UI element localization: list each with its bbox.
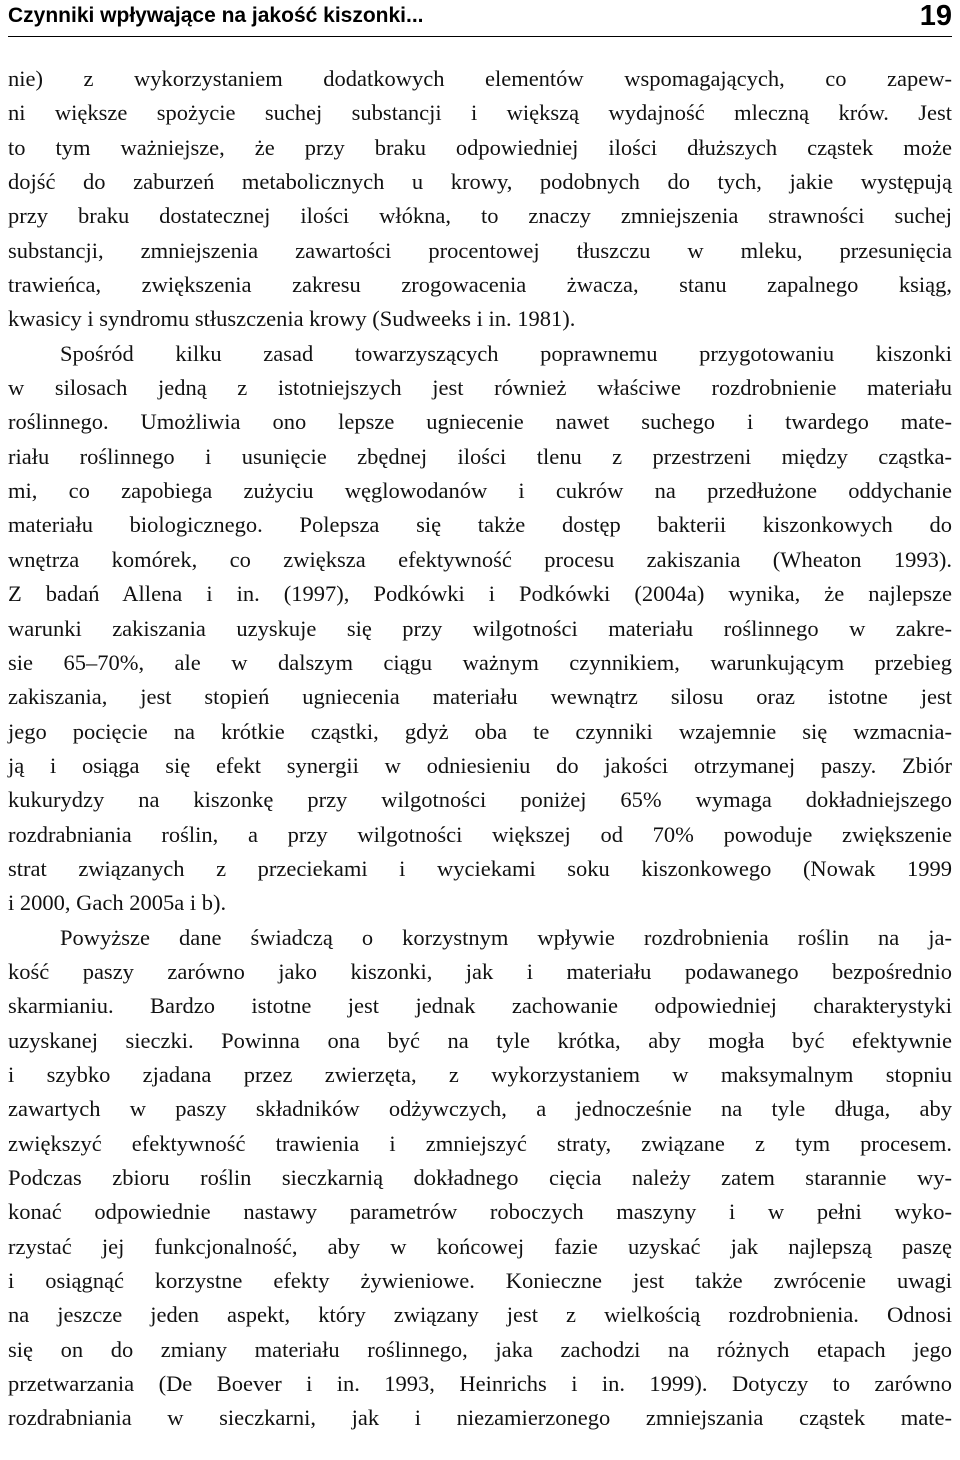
text-line: strat związanych z przeciekami i wyciekami soku kiszonkowego (Nowak 1999	[8, 855, 952, 881]
text-line: zwiększyć efektywność trawienia i zmniejszyć straty, związane z tym procesem.	[8, 1130, 952, 1156]
text-line: konać odpowiednie nastawy parametrów roboczych maszyny i w pełni wyko-	[8, 1199, 952, 1225]
text-line: ni większe spożycie suchej substancji i większą wydajność mleczną krów. Jest	[8, 100, 952, 126]
text-line: substancji, zmniejszenia zawartości procentowej tłuszczu w mleku, przesunięcia	[8, 237, 952, 263]
text-line: na jeszcze jeden aspekt, który związany jest z wielkością rozdrobnienia. Odnosi	[8, 1302, 952, 1328]
text-line: sie 65–70%, ale w dalszym ciągu ważnym czynnikiem, warunkującym przebieg	[8, 649, 952, 675]
running-header	[8, 2, 952, 37]
running-title: Czynniki wpływające na jakość kiszonki...	[8, 4, 424, 27]
text-line: mi, co zapobiega zużyciu węglowodanów i cukrów na przedłużone oddychanie	[8, 478, 952, 504]
text-line: warunki zakiszania uzyskuje się przy wilgotności materiału roślinnego w zakre-	[8, 615, 952, 641]
text-line: nie) z wykorzystaniem dodatkowych elementów wspomagających, co zapew-	[8, 66, 952, 91]
text-line: ją i osiąga się efekt synergii w odniesieniu do jakości otrzymanej paszy. Zbiór	[8, 752, 952, 778]
text-line: uzyskanej sieczki. Powinna ona być na tyle krótka, aby mogła być efektywnie	[8, 1027, 952, 1053]
text-line: roślinnego. Umożliwia ono lepsze ugniecenie nawet suchego i twardego mate-	[8, 409, 952, 435]
text-line: w silosach jedną z istotniejszych jest również właściwe rozdrobnienie materiału	[8, 375, 952, 401]
text-line: wnętrza komórek, co zwiększa efektywność procesu zakiszania (Wheaton 1993).	[8, 546, 952, 572]
text-line: Z badań Allena i in. (1997), Podkówki i Podkówki (2004a) wynika, że najlepsze	[8, 581, 952, 607]
paragraph-first-line: Spośród kilku zasad towarzyszących poprawnemu przygotowaniu kiszonki	[60, 340, 952, 366]
text-line: przy braku dostatecznej ilości włókna, to znaczy zmniejszenia strawności suchej	[8, 203, 952, 229]
text-line: rozdrabniania w sieczkarni, jak i niezamierzonego zmniejszania cząstek mate-	[8, 1405, 952, 1431]
text-line: rzystać jej funkcjonalność, aby w końcowej fazie uzyskać jak najlepszą paszę	[8, 1233, 952, 1259]
text-line: Podczas zbioru roślin sieczkarnią dokładnego cięcia należy zatem starannie wy-	[8, 1165, 952, 1190]
text-line: zawartych w paszy składników odżywczych, a jednocześnie na tyle długa, aby	[8, 1096, 952, 1122]
text-line: przetwarzania (De Boever i in. 1993, Heinrichs i in. 1999). Dotyczy to zarówno	[8, 1371, 952, 1397]
text-line: kukurydzy na kiszonkę przy wilgotności poniżej 65% wymaga dokładniejszego	[8, 787, 952, 813]
text-line: skarmianiu. Bardzo istotne jest jednak zachowanie odpowiedniej charakterystyki	[8, 993, 952, 1019]
text-line: i osiągnąć korzystne efekty żywieniowe. Konieczne jest także zwrócenie uwagi	[8, 1268, 952, 1294]
text-line: i 2000, Gach 2005a i b).	[8, 890, 227, 916]
text-line: się on do zmiany materiału roślinnego, jaka zachodzi na różnych etapach jego	[8, 1336, 952, 1362]
text-line: rozdrabniania roślin, a przy wilgotności większej od 70% powoduje zwiększenie	[8, 821, 952, 847]
text-line: dojść do zaburzeń metabolicznych u krowy, podobnych do tych, jakie występują	[8, 169, 952, 195]
text-line: materiału biologicznego. Polepsza się także dostęp bakterii kiszonkowych do	[8, 512, 952, 538]
text-line: trawieńca, zwiększenia zakresu zrogowacenia żwacza, stanu zapalnego ksiąg,	[8, 272, 952, 298]
text-line: zakiszania, jest stopień ugniecenia materiału wewnątrz silosu oraz istotne jest	[8, 684, 952, 710]
page-number: 19	[919, 0, 952, 32]
text-line: riału roślinnego i usunięcie zbędnej ilości tlenu z przestrzeni między cząstka-	[8, 443, 952, 469]
text-line: i szybko zjadana przez zwierzęta, z wykorzystaniem w maksymalnym stopniu	[8, 1061, 952, 1087]
body-text	[8, 62, 952, 1436]
paragraph-first-line: Powyższe dane świadczą o korzystnym wpływie rozdrobnienia roślin na ja-	[60, 924, 952, 950]
text-line: to tym ważniejsze, że przy braku odpowiedniej ilości dłuższych cząstek może	[8, 134, 952, 160]
text-line: kość paszy zarówno jako kiszonki, jak i materiału podawanego bezpośrednio	[8, 958, 952, 984]
text-line: jego pocięcie na krótkie cząstki, gdyż oba te czynniki wzajemnie się wzmacnia-	[8, 718, 952, 744]
text-line: kwasicy i syndromu stłuszczenia krowy (Sudweeks i in. 1981).	[8, 306, 576, 332]
